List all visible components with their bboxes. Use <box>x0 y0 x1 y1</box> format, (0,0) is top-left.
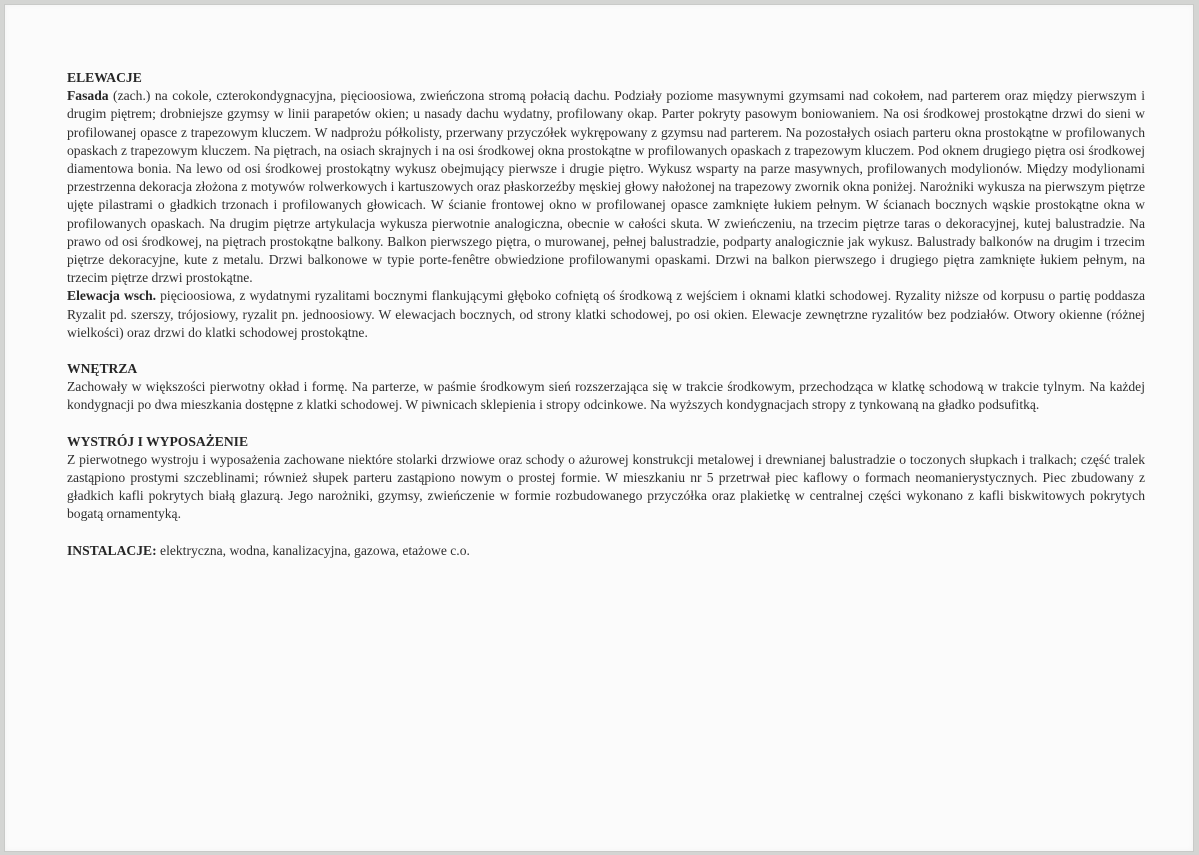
text-fasada: (zach.) na cokole, czterokondygnacyjna, pięcioosiowa, zwieńczona stromą połacią dachu. Podziały poziome masywnymi gzymsami nad cokołem, nad parterem oraz między pierwszym i drugim piętrem; drobniejsze gzymsy w linii parapetów okien; u nasady dachu wydatny, profilowany okap. Parter pokryty pasowym boniowaniem. Na osi środkowej prostokątne drzwi do sieni w profilowanej opasce z trapezowym kluczem. W nadprożu półkolisty, przerwany przyczółek wykrępowany z gzymsu nad parterem. Na pozostałych osiach parteru okna prostokątne w profilowanych opaskach z trapezowym kluczem. Na piętrach, na osiach skrajnych i na osi środkowej okna prostokątne w profilowanych opaskach z trapezowym kluczem. Pod oknem drugiego piętra osi środkowej diamentowa bonia. Na lewo od osi środkowej prostokątny wykusz obejmujący pierwsze i drugie piętro. Wykusz wsparty na parze masywnych, profilowanych modylionów. Między modylionami przestrzenna dekoracja złożona z motywów rolwerkowych i kartuszowych oraz płaskorzeźby męskiej głowy nałożonej na trapezowy zwornik okna poniżej. Narożniki wykusza na pierwszym piętrze ujęte pilastrami o gładkich trzonach i profilowanych głowicach. W ścianie frontowej okno w profilowanej opasce zamknięte łukiem pełnym. W ścianach bocznych wąskie prostokątne okna w profilowanych opaskach. Na drugim piętrze artykulacja wykusza pierwotnie analogiczna, obecnie w całości skuta. W zwieńczeniu, na trzecim piętrze taras o dekoracyjnej, kutej balustradzie. Na prawo od osi środkowej, na piętrach prostokątne balkony. Balkon pierwszego piętra, o murowanej, pełnej balustradzie, podparty analogicznie jak wykusz. Balustrady balkonów na drugim i trzecim piętrze dekoracyjne, kute z metalu. Drzwi balkonowe w typie porte-fenêtre obwiedzione profilowanymi opaskami. Drzwi na balkon pierwszego i drugiego piętra zamknięte łukiem pełnym, na trzecim piętrze drzwi prostokątne. <box>67 88 1145 286</box>
paragraph-fasada <box>67 87 1145 287</box>
heading-elewacje: ELEWACJE <box>67 70 142 85</box>
document-page <box>4 4 1194 852</box>
section-wystroj <box>67 433 1145 524</box>
text-elewacja-wsch: pięcioosiowa, z wydatnymi ryzalitami bocznymi flankującymi głęboko cofniętą oś środkową z wejściem i oknami klatki schodowej. Ryzality niższe od korpusu o partię poddasza Ryzalit pd. szerszy, trójosiowy, ryzalit pn. jednoosiowy. W elewacjach bocznych, od strony klatki schodowej, po osi okien. Elewacje zewnętrzne ryzalitów bez podziałów. Otwory okienne (różnej wielkości) oraz drzwi do klatki schodowej prostokątne. <box>67 288 1145 340</box>
paragraph-instalacje <box>67 542 1145 560</box>
lead-fasada: Fasada <box>67 88 109 104</box>
lead-elewacja-wsch: Elewacja wsch. <box>67 288 157 304</box>
paragraph-wystroj: Z pierwotnego wystroju i wyposażenia zachowane niektóre stolarki drzwiowe oraz schody o ażurowej konstrukcji metalowej i drewnianej balustradzie o toczonych słupkach i tralkach; część tralek zastąpiono prostymi szczeblinami; również słupek parteru zastąpiono nowym o prostej formie. W mieszkaniu nr 5 przetrwał piec kaflowy o formach neomanierystycznych. Piec zbudowany z gładkich kafli pokrytych białą glazurą. Jego narożniki, gzymsy, zwieńczenie w formie rozbudowanego przyczółka oraz plakietkę w centralnej części wykonano z kafli biskwitowych pokrytych bogatą ornamentyką. <box>67 451 1145 522</box>
text-instalacje: elektryczna, wodna, kanalizacyjna, gazowa, etażowe c.o. <box>156 542 470 558</box>
document-body <box>67 69 1145 560</box>
section-wnetrza <box>67 360 1145 415</box>
heading-wystroj: WYSTRÓJ I WYPOSAŻENIE <box>67 433 249 449</box>
section-elewacje <box>67 69 1145 342</box>
paragraph-elewacja-wsch <box>67 287 1145 342</box>
paragraph-wnetrza: Zachowały w większości pierwotny okład i formę. Na parterze, w paśmie środkowym sień rozszerzająca się w trakcie środkowym, przechodząca w klatkę schodową w trakcie tylnym. Na każdej kondygnacji po dwa mieszkania dostępne z klatki schodowej. W piwnicach sklepienia i stropy odcinkowe. Na wyższych kondygnacjach stropy z tynkowaną na gładko podsufitką. <box>67 379 1145 413</box>
heading-wnetrza: WNĘTRZA <box>67 361 138 377</box>
section-instalacje <box>67 542 1145 560</box>
section-gap <box>67 415 1145 433</box>
section-gap <box>67 342 1145 360</box>
lead-instalacje: INSTALACJE: <box>67 542 157 558</box>
section-gap <box>67 524 1145 542</box>
